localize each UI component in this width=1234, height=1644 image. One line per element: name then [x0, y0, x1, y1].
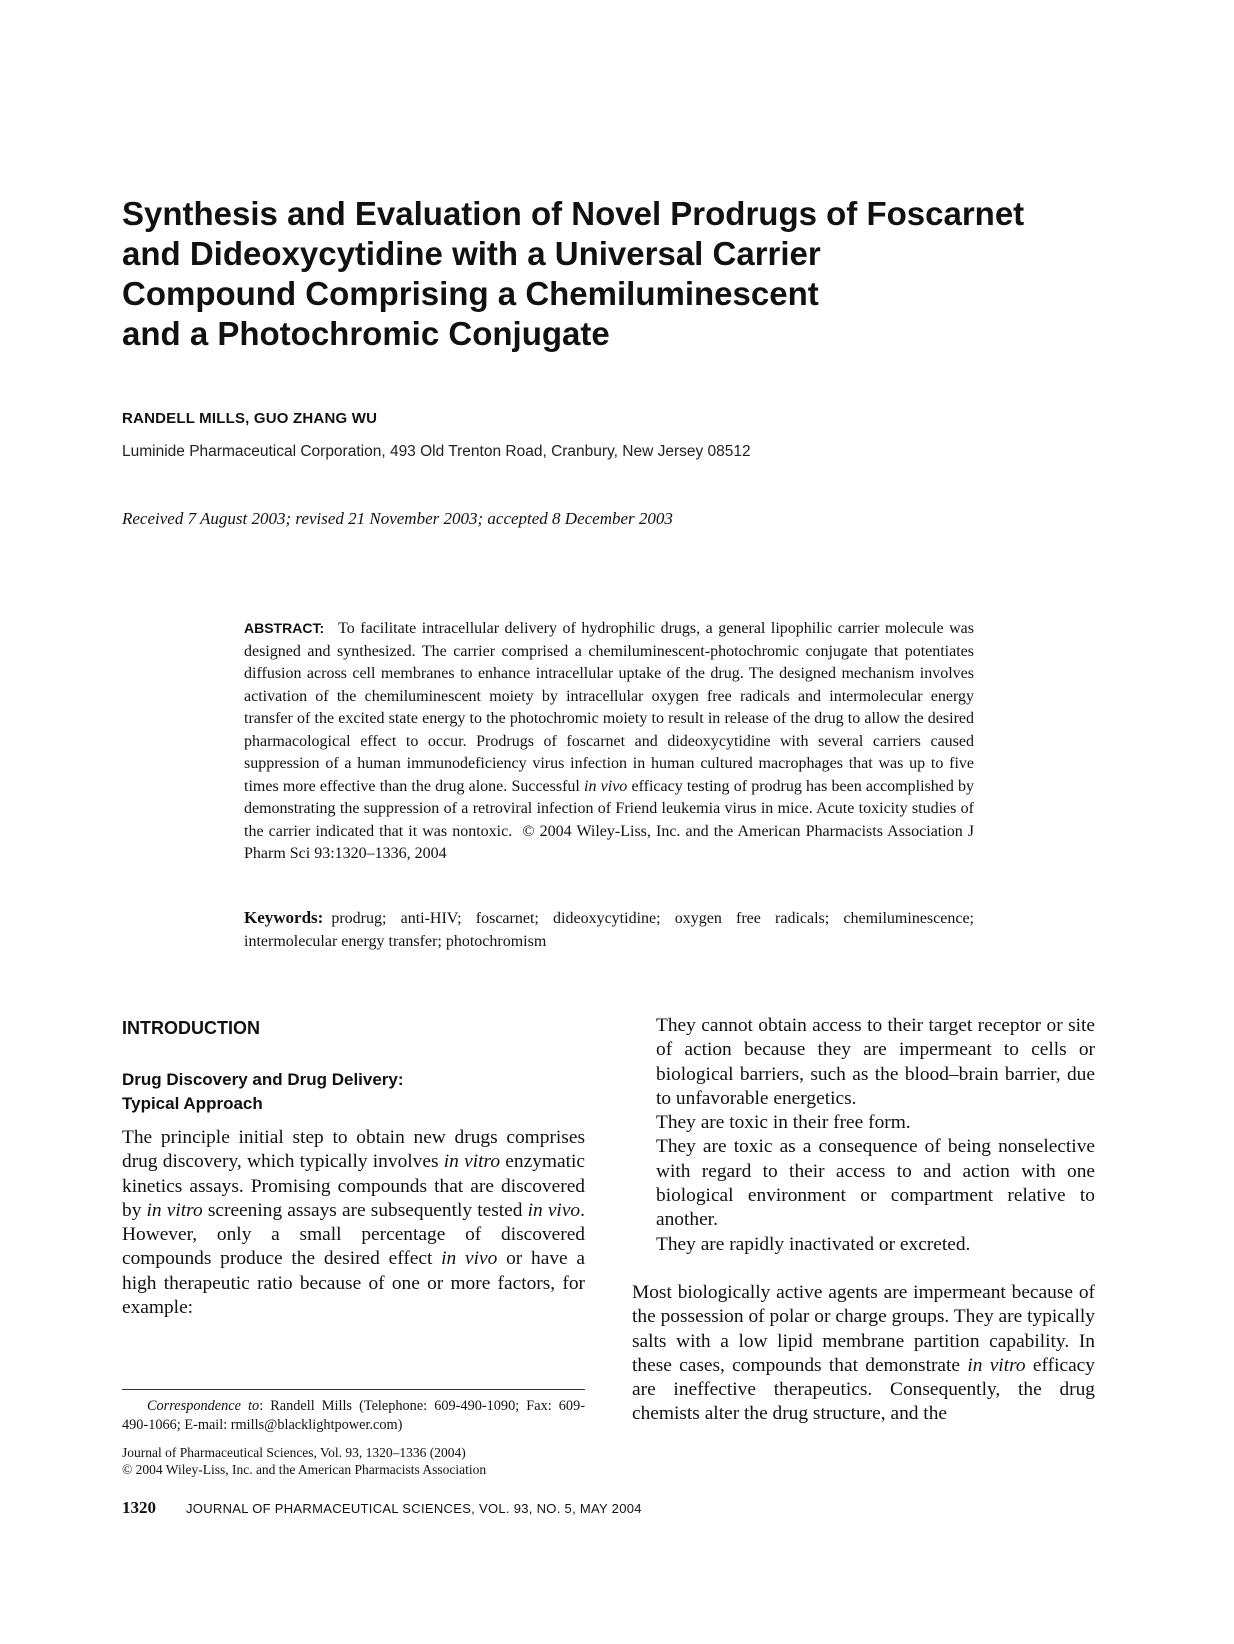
title-line: and a Photochromic Conjugate	[122, 315, 610, 352]
affiliation: Luminide Pharmaceutical Corporation, 493 Old Trenton Road, Cranbury, New Jersey 08512	[122, 443, 751, 460]
footnote-label: Correspondence to	[147, 1398, 260, 1414]
text-run: enzymatic kinetics assays. Promising compounds that are discovered by	[122, 1151, 585, 1221]
page-footer	[122, 1498, 642, 1518]
journal-line: Journal of Pharmaceutical Sciences, Vol. 93, 1320–1336 (2004)	[122, 1445, 466, 1460]
italic-run: in vitro	[443, 1151, 501, 1173]
title-line: Compound Comprising a Chemiluminescent	[122, 275, 819, 312]
text-run: . However, only a small percentage of discovered compounds produce the desired effect	[122, 1199, 585, 1270]
text-run: Most biologically active agents are impermeant because of the possession of polar or charge groups. They are typically salts with a low lipid membrane partition capability. In these cases, compounds that demonstrate	[632, 1281, 1095, 1376]
text-run: efficacy are ineffective therapeutics. Consequently, the drug chemists alter the drug structure, and the	[632, 1354, 1095, 1425]
page-number: 1320	[122, 1498, 156, 1517]
keywords	[244, 907, 974, 953]
text-run: screening assays are subsequently tested	[207, 1199, 523, 1221]
abstract-label: ABSTRACT:	[244, 620, 325, 636]
keywords-text: prodrug; anti-HIV; foscarnet; dideoxycytidine; oxygen free radicals; chemiluminescence; intermolecular energy transfer; photochromism	[244, 910, 974, 950]
abstract-text: To facilitate intracellular delivery of hydrophilic drugs, a general lipophilic carrier molecule was designed and synthesized. The carrier comprised a chemiluminescent-photochromic conjugate that potentiates diffusion across cell membranes to enhance intracellular uptake of the drug. The designed mechanism involves activation of the chemiluminescent moiety by intracellular oxygen free radicals and intermolecular energy transfer of the excited state energy to the photochromic moiety to result in release of the drug to allow the desired pharmacological effect to occur. Prodrugs of foscarnet and dideoxycytidine with several carriers caused suppression of a human immunodeficiency virus infection in human cultured macrophages that was up to five times more effective than the drug alone. Successful	[244, 620, 974, 795]
body-paragraph	[632, 1281, 1095, 1427]
abstract-copyright: © 2004 Wiley-Liss, Inc. and the American Pharmacists Association J Pharm Sci 93:1320–1336, 2004	[244, 822, 975, 862]
abstract-italic: in vivo	[584, 777, 628, 795]
right-column	[632, 1014, 1095, 1427]
article-title	[122, 194, 1082, 354]
received-dates: Received 7 August 2003; revised 21 November 2003; accepted 8 December 2003	[122, 509, 673, 528]
italic-run: in vitro	[146, 1199, 203, 1221]
copyright-line: © 2004 Wiley-Liss, Inc. and the American Pharmacists Association	[122, 1462, 487, 1477]
footnote-divider	[122, 1389, 585, 1390]
running-footer: JOURNAL OF PHARMACEUTICAL SCIENCES, VOL. 93, NO. 5, MAY 2004	[186, 1501, 642, 1516]
list-item: They are rapidly inactivated or excreted.	[656, 1233, 971, 1255]
list-item: They are toxic in their free form.	[656, 1112, 911, 1134]
authors: RANDELL MILLS, GUO ZHANG WU	[122, 410, 378, 427]
intro-paragraph	[122, 1126, 585, 1320]
subheading-line: Drug Discovery and Drug Delivery:	[122, 1070, 404, 1089]
correspondence-footnote	[122, 1397, 585, 1435]
italic-run: in vivo	[527, 1199, 581, 1221]
keywords-label: Keywords:	[244, 908, 324, 927]
title-line: Synthesis and Evaluation of Novel Prodrugs of Foscarnet	[122, 195, 1025, 232]
text-run: or have a high therapeutic ratio because of one or more factors, for example:	[122, 1248, 586, 1319]
subsection-heading	[122, 1068, 585, 1116]
abstract-text-cont: efficacy testing of prodrug has been accomplished by demonstrating the suppression of a retroviral infection of Friend leukemia virus in mice. Acute toxicity studies of the carrier indicated that it was nontoxic.	[244, 777, 975, 840]
italic-run: in vivo	[441, 1248, 498, 1270]
abstract	[244, 617, 974, 866]
footnote-text: : Randell Mills (Telephone: 609-490-1090; Fax: 609-490-1066; E-mail: rmills@blacklightpower.com)	[122, 1398, 585, 1433]
title-line: and Dideoxycytidine with a Universal Carrier	[122, 235, 821, 272]
list-item: They are toxic as a consequence of being nonselective with regard to their access to and action with one biological environment or compartment relative to another.	[656, 1136, 1095, 1231]
list-item: They cannot obtain access to their target receptor or site of action because they are impermeant to cells or biological barriers, such as the blood–brain barrier, due to unfavorable energetics.	[656, 1015, 1095, 1109]
section-heading-introduction: INTRODUCTION	[122, 1018, 260, 1038]
journal-info	[122, 1444, 585, 1478]
subheading-line: Typical Approach	[122, 1094, 263, 1113]
italic-run: in vitro	[967, 1354, 1026, 1376]
factors-list	[632, 1014, 1095, 1257]
left-column	[122, 1018, 586, 1319]
text-run: The principle initial step to obtain new drugs comprises drug discovery, which typically involves	[122, 1127, 585, 1173]
